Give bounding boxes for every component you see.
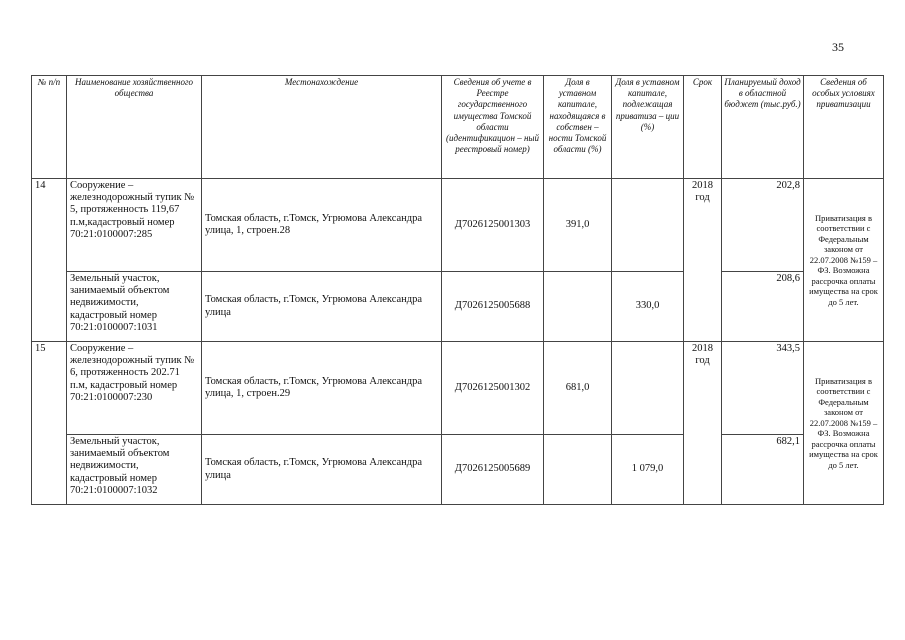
planned-income: 202,8	[722, 179, 804, 272]
share-privatized	[612, 342, 684, 435]
term: 2018 год	[684, 179, 722, 342]
table-row	[32, 342, 884, 435]
table-header-row	[32, 76, 884, 179]
share-privatized	[612, 179, 684, 272]
planned-income: 343,5	[722, 342, 804, 435]
object-location: Томская область, г.Томск, Угрюмова Александра улица	[202, 272, 442, 342]
registry-number: Д7026125001303	[442, 179, 544, 272]
term: 2018 год	[684, 342, 722, 505]
privatization-table	[31, 75, 884, 505]
share-owned: 681,0	[544, 342, 612, 435]
header-share-owned: Доля в уставном капитале, находящаяся в собствен – ности Томской области (%)	[544, 76, 612, 179]
object-location: Томская область, г.Томск, Угрюмова Александра улица, 1, строен.29	[202, 342, 442, 435]
header-registry: Сведения об учете в Реестре государственного имущества Томской области (идентификацион – ный реестровый номер)	[442, 76, 544, 179]
share-owned: 391,0	[544, 179, 612, 272]
registry-number: Д7026125005688	[442, 272, 544, 342]
registry-number: Д7026125001302	[442, 342, 544, 435]
object-location: Томская область, г.Томск, Угрюмова Александра улица	[202, 435, 442, 505]
object-name: Земельный участок, занимаемый объектом недвижимости, кадастровый номер 70:21:0100007:1031	[67, 272, 202, 342]
header-name: Наименование хозяйственного общества	[67, 76, 202, 179]
header-income: Планируемый доход в областной бюджет (тыс.руб.)	[722, 76, 804, 179]
share-privatized: 330,0	[612, 272, 684, 342]
page-number: 35	[832, 40, 844, 54]
planned-income: 208,6	[722, 272, 804, 342]
row-number: 14	[32, 179, 67, 342]
table-row	[32, 272, 884, 342]
object-name: Земельный участок, занимаемый объектом недвижимости, кадастровый номер 70:21:0100007:1032	[67, 435, 202, 505]
header-num: № п/п	[32, 76, 67, 179]
share-privatized: 1 079,0	[612, 435, 684, 505]
header-location: Местонахождение	[202, 76, 442, 179]
share-owned	[544, 435, 612, 505]
header-share-privatized: Доля в уставном капитале, подлежащая приватиза – ции (%)	[612, 76, 684, 179]
table-row	[32, 435, 884, 505]
object-location: Томская область, г.Томск, Угрюмова Александра улица, 1, строен.28	[202, 179, 442, 272]
privatization-conditions: Приватизация в соответствии с Федеральным законом от 22.07.2008 №159 – ФЗ. Возможна рассрочка оплаты имущества на срок до 5 лет.	[804, 179, 884, 342]
header-conditions: Сведения об особых условиях приватизации	[804, 76, 884, 179]
privatization-conditions: Приватизация в соответствии с Федеральным законом от 22.07.2008 №159 – ФЗ. Возможна рассрочка оплаты имущества на срок до 5 лет.	[804, 342, 884, 505]
object-name: Сооружение – железнодорожный тупик № 5, протяженность 119,67 п.м,кадастровый номер 70:21:0100007:285	[67, 179, 202, 272]
registry-number: Д7026125005689	[442, 435, 544, 505]
row-number: 15	[32, 342, 67, 505]
planned-income: 682,1	[722, 435, 804, 505]
share-owned	[544, 272, 612, 342]
object-name: Сооружение – железнодорожный тупик № 6, протяженность 202.71 п.м, кадастровый номер 70:21:0100007:230	[67, 342, 202, 435]
table-row	[32, 179, 884, 272]
header-term: Срок	[684, 76, 722, 179]
